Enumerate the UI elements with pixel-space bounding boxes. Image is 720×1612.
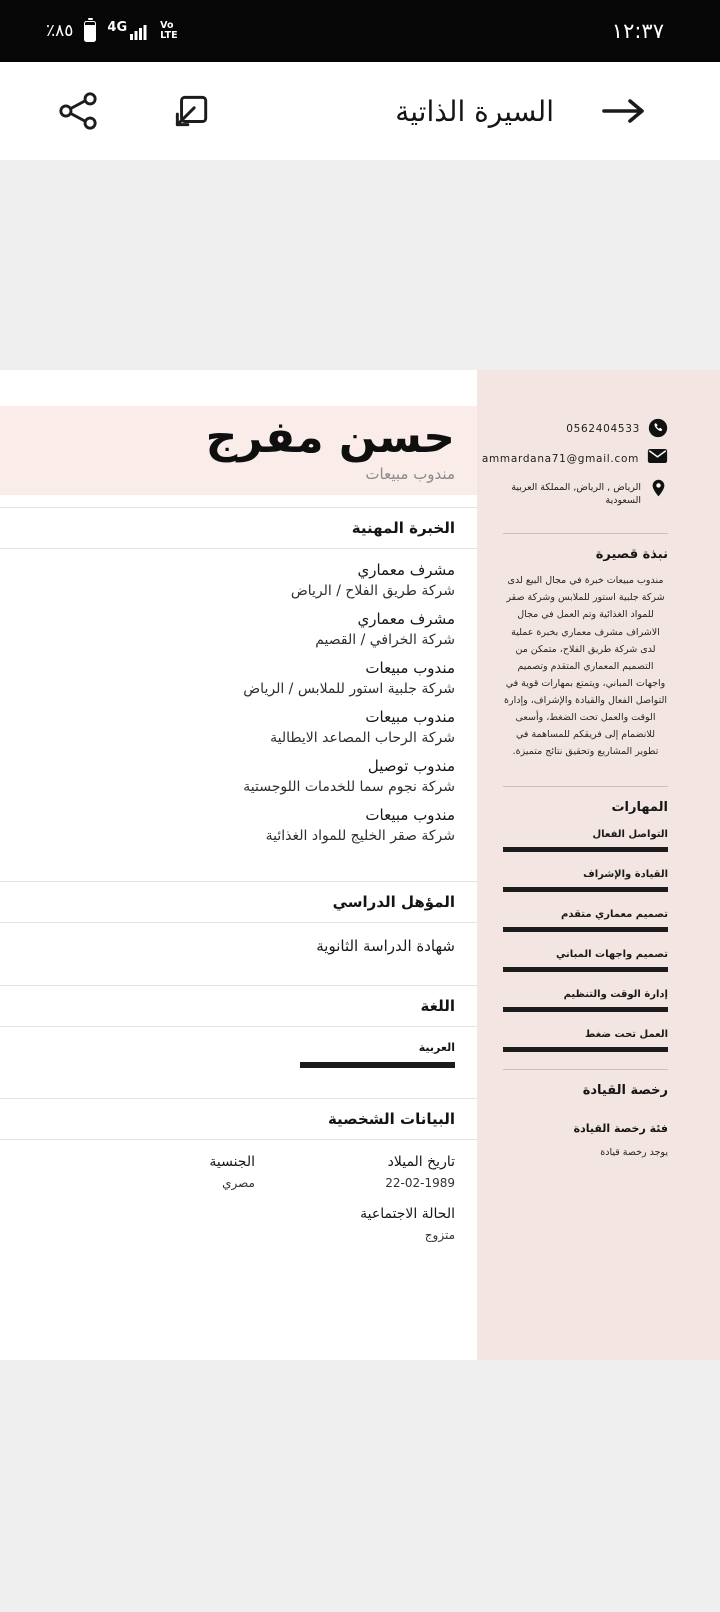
cv-header xyxy=(0,406,477,495)
education-heading: المؤهل الدراسي xyxy=(0,881,477,923)
cv-main xyxy=(0,370,477,1360)
skill-label: التواصل الفعال xyxy=(592,829,668,841)
skill-label: إدارة الوقت والتنظيم xyxy=(563,989,668,1001)
skill-label: تصميم واجهات المباني xyxy=(555,949,668,961)
skill-item xyxy=(503,869,668,892)
experience-title: مندوب مبيعات xyxy=(365,806,455,825)
experience-item xyxy=(22,561,455,599)
skill-item xyxy=(503,989,668,1012)
skill-label: تصميم معماري متقدم xyxy=(561,909,668,921)
sidebar-divider xyxy=(503,1069,668,1070)
experience-title: مشرف معماري xyxy=(357,610,455,629)
experience-item xyxy=(22,610,455,648)
experience-item xyxy=(22,708,455,746)
skill-bar xyxy=(503,1007,668,1012)
volte-bottom-label: LTE xyxy=(160,30,178,41)
experience-title: مندوب مبيعات xyxy=(365,708,455,727)
driving-license-value: يوجد رخصة قيادة xyxy=(600,1147,668,1159)
signal-4g-icon xyxy=(107,21,149,41)
experience-item xyxy=(22,659,455,697)
network-type-label: 4G xyxy=(107,20,128,35)
nationality-item xyxy=(22,1154,255,1190)
export-icon xyxy=(170,90,212,132)
experience-item xyxy=(22,757,455,795)
header-top-gap xyxy=(0,370,477,406)
personal-col-right xyxy=(255,1154,455,1257)
export-button[interactable] xyxy=(170,90,212,132)
sidebar-divider xyxy=(503,533,668,534)
skill-item xyxy=(503,949,668,972)
address-text: الرياض , الرياض, المملكة العربية السعودية xyxy=(511,481,641,506)
skill-bar xyxy=(503,927,668,932)
status-left-group xyxy=(46,21,178,42)
marital-status-value: متزوج xyxy=(424,1228,455,1243)
phone-number: 0562404533 xyxy=(566,423,640,435)
personal-data-heading: البيانات الشخصية xyxy=(0,1098,477,1140)
arrow-right-icon xyxy=(600,97,648,125)
phone-icon xyxy=(648,418,668,438)
experience-title: مندوب توصيل xyxy=(367,757,455,776)
skill-item xyxy=(503,909,668,932)
experience-company: شركة صقر الخليج للمواد الغذائية xyxy=(265,828,455,845)
cv-sidebar xyxy=(477,370,720,1360)
share-nodes-icon xyxy=(56,89,100,133)
experience-list xyxy=(0,549,477,869)
skills-heading: المهارات xyxy=(611,800,668,816)
experience-title: مندوب مبيعات xyxy=(365,659,455,678)
language-level-bar xyxy=(300,1062,455,1068)
education-item: شهادة الدراسة الثانوية xyxy=(316,937,455,956)
envelope-icon xyxy=(647,448,668,464)
experience-company: شركة الخرافي / القصيم xyxy=(315,632,455,649)
birth-date-label: تاريخ الميلاد xyxy=(387,1154,455,1171)
language-heading: اللغة xyxy=(0,985,477,1027)
birth-date-value: 22-02-1989 xyxy=(385,1176,455,1191)
skill-bar xyxy=(503,887,668,892)
experience-title: مشرف معماري xyxy=(357,561,455,580)
nationality-label: الجنسية xyxy=(209,1154,255,1171)
experience-company: شركة طريق الفلاح / الرياض xyxy=(290,583,455,600)
experience-heading: الخبرة المهنية xyxy=(0,507,477,549)
skill-bar xyxy=(503,1047,668,1052)
app-bar xyxy=(0,62,720,160)
birth-date-item xyxy=(255,1154,455,1191)
battery-icon xyxy=(84,21,96,42)
status-bar xyxy=(0,0,720,62)
nationality-value: مصري xyxy=(222,1176,255,1191)
skill-label: العمل تحت ضغط xyxy=(585,1029,668,1041)
contact-phone-row xyxy=(503,418,668,438)
driving-license-category-label: فئة رخصة القيادة xyxy=(573,1122,668,1136)
cv-preview[interactable] xyxy=(0,160,720,1612)
contact-address-row xyxy=(503,477,668,508)
experience-company: شركة الرحاب المصاعد الايطالية xyxy=(270,730,455,747)
share-button[interactable] xyxy=(56,89,100,133)
summary-text: مندوب مبيعات خبرة في مجال البيع لدى شركة جلبية استور للملابس وشركة صقر للمواد الغذائية وتم العمل في مجال الاشراف مشرف معماري بخبرة عملية لدى شركة طريق الفلاح، متمكن من التصميم المعماري المتقدم وتصميم واجهات المباني، ويتمتع بمهارات قوية في التواصل الفعال والقيادة والإشراف، وإدارة الوقت والعمل تحت الضغط، وأسعى للانضمام إلى فريقكم للمساهمة في تطوير المشاريع وتحقيق نتائج متميزة. xyxy=(504,575,667,758)
cv-name: حسن مفرج xyxy=(205,412,455,463)
volte-top-label: Vo xyxy=(160,20,174,32)
personal-data-grid xyxy=(0,1140,477,1273)
contact-email-row xyxy=(481,448,668,467)
language-item xyxy=(0,1027,477,1086)
clock: ١٢:٣٧ xyxy=(611,19,664,43)
skill-item xyxy=(503,1029,668,1052)
summary-heading: نبذة قصيرة xyxy=(595,547,668,563)
volte-icon xyxy=(160,21,177,41)
signal-bars-icon xyxy=(129,21,149,41)
cv-document xyxy=(0,370,720,1360)
language-label: العربية xyxy=(418,1041,455,1055)
skill-item xyxy=(503,829,668,852)
driving-license-heading: رخصة القيادة xyxy=(582,1083,668,1099)
experience-company: شركة جلبية استور للملابس / الرياض xyxy=(243,681,455,698)
marital-status-label: الحالة الاجتماعية xyxy=(360,1206,455,1223)
skill-bar xyxy=(503,967,668,972)
personal-col-left xyxy=(22,1154,255,1257)
page-title: السيرة الذاتية xyxy=(395,94,554,128)
back-button[interactable] xyxy=(600,97,648,125)
skill-label: القيادة والإشراف xyxy=(583,869,668,881)
map-pin-icon xyxy=(649,477,668,499)
skill-bar xyxy=(503,847,668,852)
experience-company: شركة نجوم سما للخدمات اللوجستية xyxy=(243,779,455,796)
sidebar-divider xyxy=(503,786,668,787)
battery-percent: ٪٨٥ xyxy=(46,21,74,41)
experience-item xyxy=(22,806,455,844)
email-address: ammardana71@gmail.com xyxy=(481,453,639,465)
marital-status-item xyxy=(255,1206,455,1242)
cv-job-title: مندوب مبيعات xyxy=(365,465,455,484)
